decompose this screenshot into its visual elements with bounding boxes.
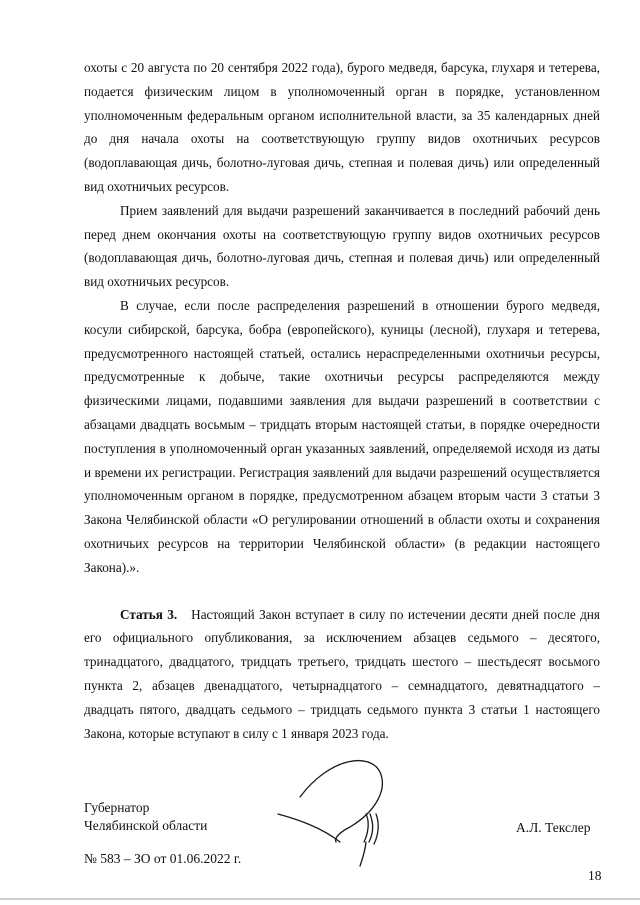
signatory-title-line1: Губернатор [84,800,150,815]
page-number: 18 [588,868,602,883]
paragraph-continuation: охоты с 20 августа по 20 сентября 2022 года), бурого медведя, барсука, глухаря и тетерева, подается физическим лицом в уполномоченный орган в порядке, установленном уполномоченным федеральным органом исполнительной власти, за 35 календарных дней до дня начала охоты на соответствующую группу видов охотничьих ресурсов (водоплавающая дичь, болотно-луговая дичь, степная и полевая дичь) или определенный вид охотничьих ресурсов. [84,60,600,194]
article-text: Настоящий Закон вступает в силу по истечении десяти дней после дня его официального опубликования, за исключением абзацев седьмого – десятого, тринадцатого, двадцатого, тридцать третьего, тридцать шестого – шестьдесят восьмого пункта 2, абзацев двенадцатого, четырнадцатого – семнадцатого, девятнадцатого – двадцать пятого, двадцать седьмого – тридцать седьмого пункта 3 статьи 1 настоящего Закона, которые вступают в силу с 1 января 2023 года. [84,606,600,741]
paragraph-applications-deadline: Прием заявлений для выдачи разрешений заканчивается в последний рабочий день перед днем окончания охоты на соответствующую группу видов охотничьих ресурсов (водоплавающая дичь, болотно-луговая дичь, степная и полевая дичь) или определенный вид охотничьих ресурсов. [84,202,600,290]
paragraph-undistributed-resources: В случае, если после распределения разрешений в отношении бурого медведя, косули сибирской, барсука, бобра (европейского), куницы (лесной), глухаря и тетерева, предусмотренного настоящей статьей, остались нераспределенными охотничьи ресурсы, предусмотренные к добыче, такие охотничьи ресурсы распределяются между физическими лицами, подавшими заявления для выдачи разрешений в соответствии с абзацами двадцать восьмым – тридцать вторым настоящей статьи, в порядке очередности поступления в уполномоченный орган указанных заявлений, определяемой исходя из даты и времени их регистрации. Регистрация заявлений для выдачи разрешений осуществляется уполномоченным органом в порядке, предусмотренном абзацем вторым части 3 статьи 3 Закона Челябинской области «О регулировании отношений в области охоты и сохранения охотничьих ресурсов на территории Челябинской области» (в редакции настоящего Закона).». [84,297,600,575]
article-label: Статья 3. [120,606,178,622]
handwritten-signature [270,752,410,872]
body-text [84,56,600,745]
bottom-edge-rule [0,898,640,900]
signatory-title [84,799,207,835]
signatory-title-line2: Челябинской области [84,818,208,833]
article-3 [84,603,600,746]
law-number: № 583 – ЗО от 01.06.2022 г. [84,851,242,866]
signatory-name: А.Л. Текслер [516,820,591,835]
